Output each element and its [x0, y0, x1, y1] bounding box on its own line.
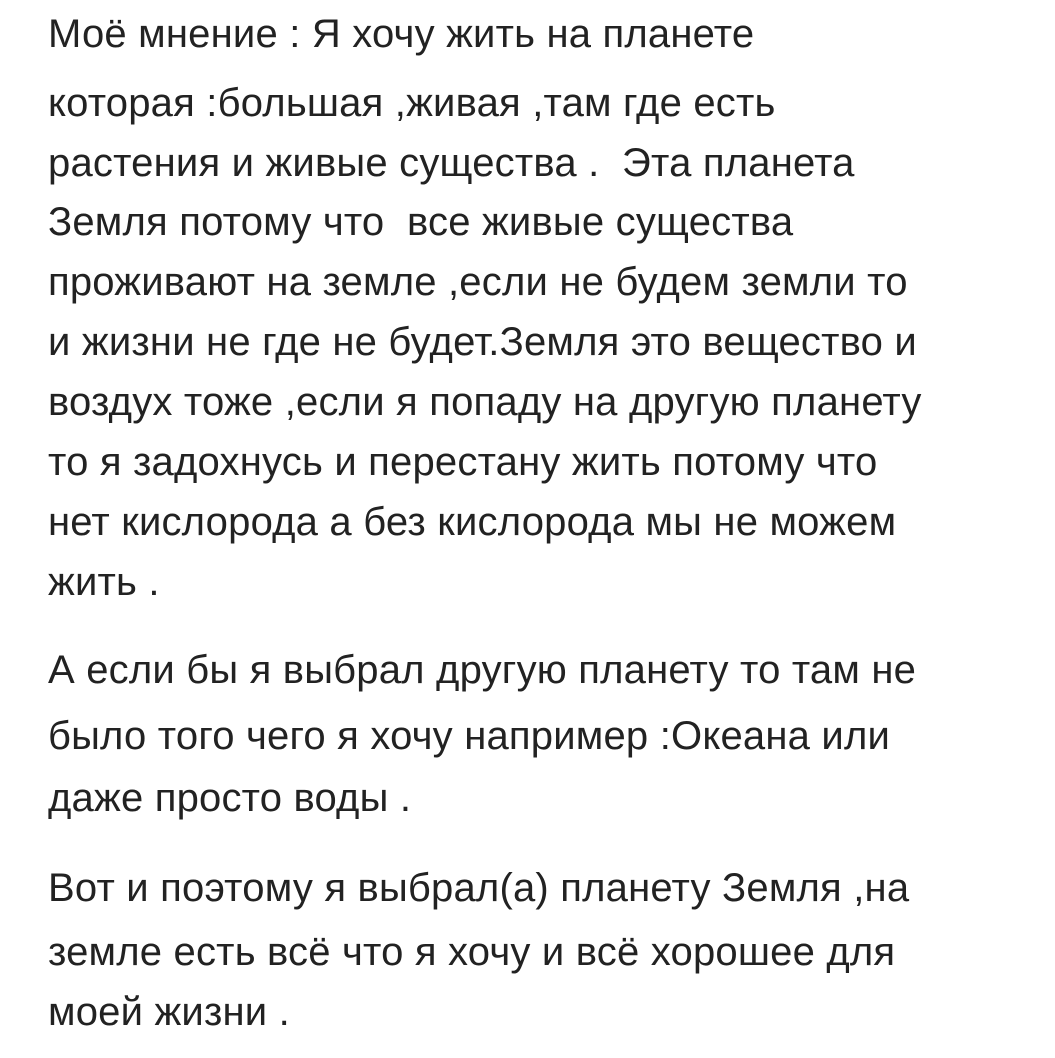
text-line: воздух тоже ,если я попаду на другую планету	[48, 380, 922, 424]
text-line: А если бы я выбрал другую планету то там не	[48, 648, 917, 692]
text-line: даже просто воды .	[48, 776, 412, 820]
text-line: Вот и поэтому я выбрал(а) планету Земля ,на	[48, 866, 910, 910]
text-line: Земля потому что все живые существа	[48, 200, 794, 244]
text-line: и жизни не где не будет.Земля это вещество и	[48, 320, 917, 364]
text-line: нет кислорода а без кислорода мы не можем	[48, 500, 897, 544]
text-line: было того чего я хочу например :Океана или	[48, 714, 891, 758]
text-line: проживают на земле ,если не будем земли то	[48, 260, 908, 304]
text-line: моей жизни .	[48, 990, 290, 1034]
text-line: жить .	[48, 560, 160, 604]
text-line: растения и живые существа . Эта планета	[48, 141, 855, 185]
text-line: земле есть всё что я хочу и всё хорошее для	[48, 930, 896, 974]
text-line: которая :большая ,живая ,там где есть	[48, 81, 776, 125]
text-line: Моё мнение : Я хочу жить на планете	[48, 12, 755, 56]
text-line: то я задохнусь и перестану жить потому что	[48, 440, 878, 484]
